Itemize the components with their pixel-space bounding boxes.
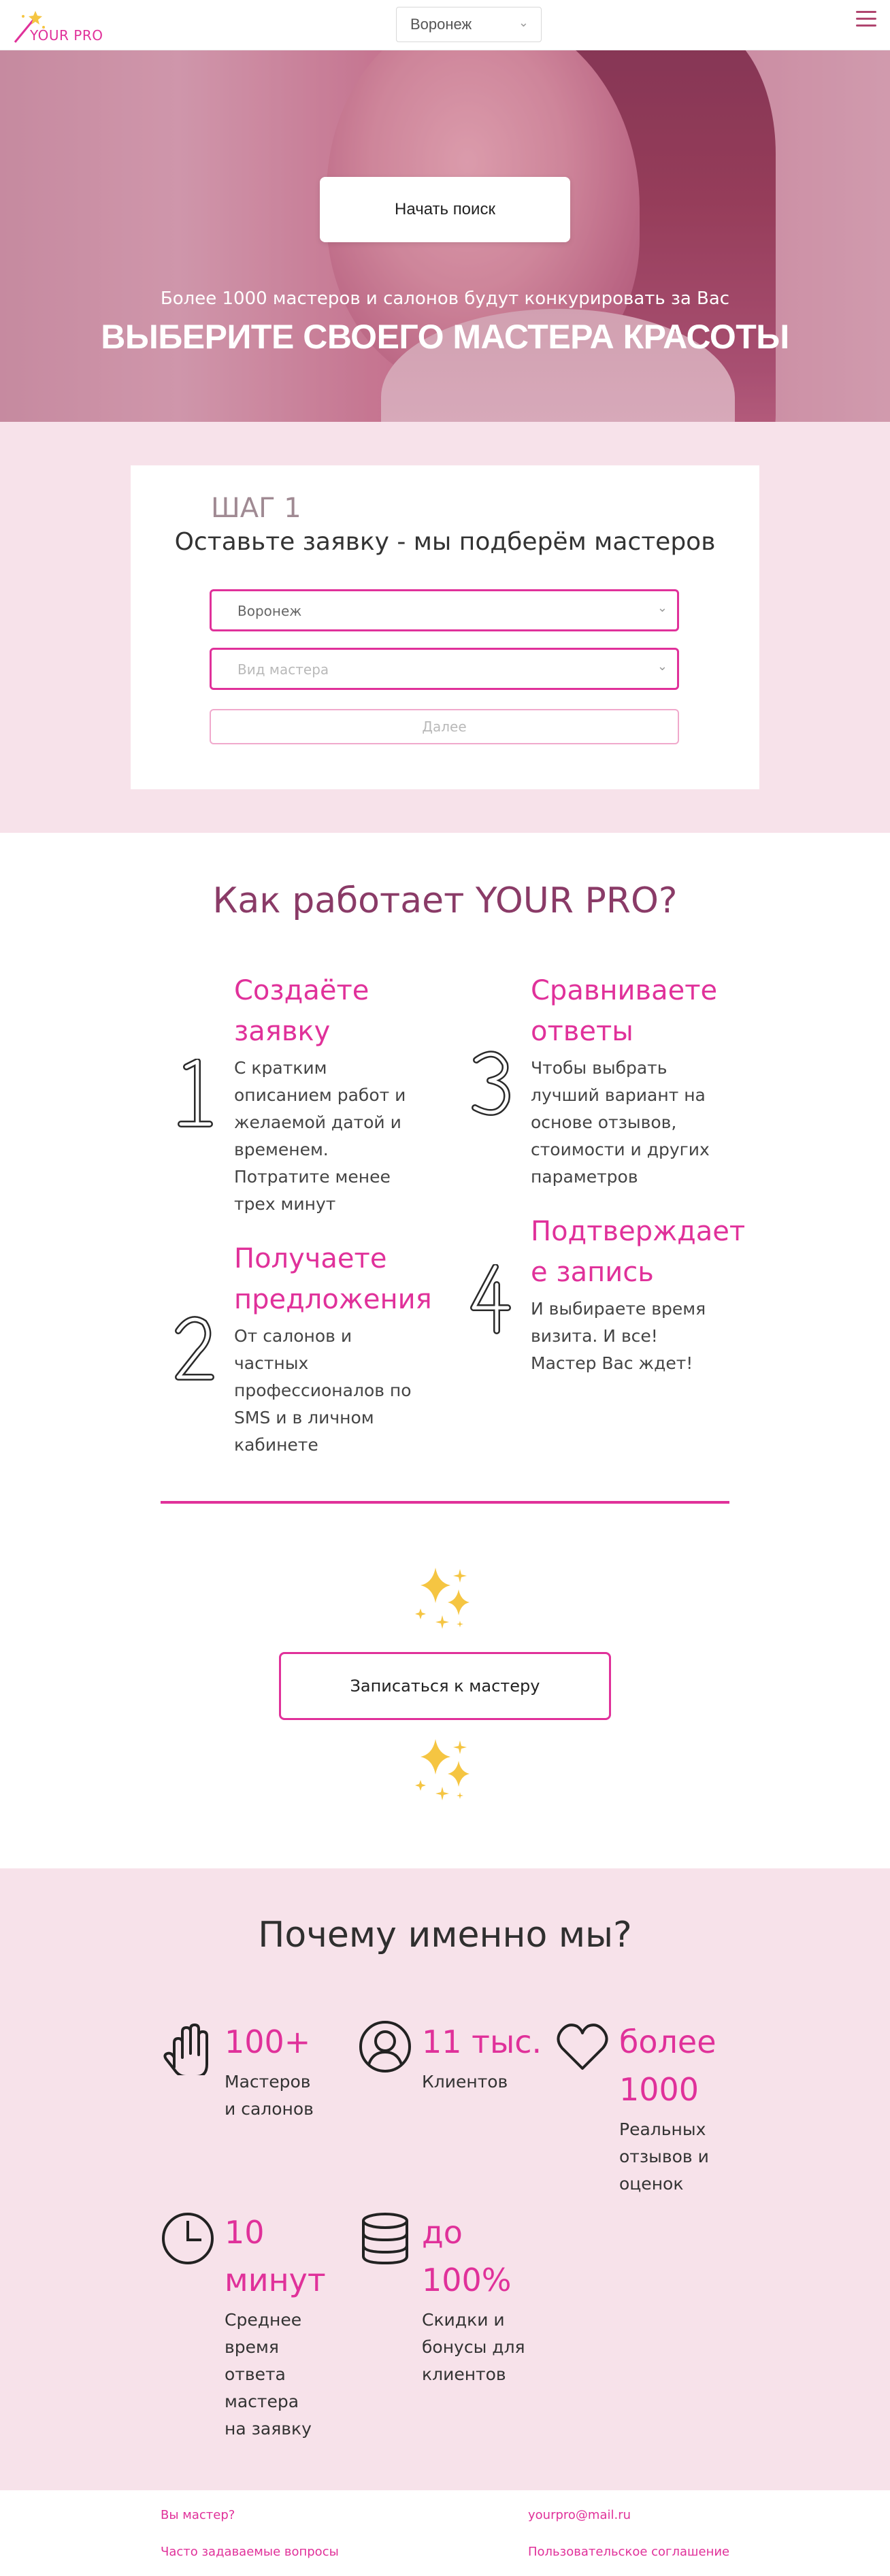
stat-description-line: время — [225, 2337, 279, 2357]
step-heading-4 — [531, 1211, 745, 1293]
stat-value — [225, 2209, 326, 2304]
site-footer — [0, 2490, 890, 2576]
step-heading: Оставьте заявку - мы подберём мастеров — [174, 528, 716, 556]
step-description-line: визита. И все! — [531, 1326, 658, 1346]
step-description-line: От салонов и — [234, 1326, 352, 1346]
stat-description-line: мастера — [225, 2392, 299, 2411]
stat-value-line: минут — [225, 2262, 326, 2298]
step-heading-line: заявку — [234, 1016, 331, 1047]
stat-description — [422, 2068, 508, 2096]
chevron-down-icon: ⌄ — [518, 16, 529, 29]
step-heading-line: Сравниваете — [531, 975, 718, 1006]
step-number-4-icon — [468, 1264, 513, 1338]
master-type-field[interactable] — [210, 648, 679, 690]
step-description-line: И выбираете время — [531, 1299, 706, 1319]
step-heading-line: Получаете — [234, 1243, 387, 1274]
stat-description — [422, 2307, 525, 2388]
stat-value-line: до — [422, 2214, 463, 2251]
step-description-4 — [531, 1295, 706, 1377]
stat-value — [619, 2018, 716, 2113]
stat-description-line: и салонов — [225, 2099, 314, 2119]
step-number-3-icon — [468, 1049, 513, 1123]
city-field[interactable] — [210, 589, 679, 631]
stat-description-line: оценок — [619, 2174, 684, 2194]
for-masters-link[interactable]: Вы мастер? — [161, 2508, 235, 2522]
city-select-value: Воронеж — [410, 16, 472, 33]
stat-value-line: 100% — [422, 2262, 512, 2298]
sparkles-icon — [411, 1735, 479, 1810]
sparkles-icon — [411, 1564, 479, 1638]
why-us-title: Почему именно мы? — [258, 1915, 632, 1955]
step-heading-line: Подтверждает — [531, 1216, 746, 1247]
step-heading-line: ответы — [531, 1016, 633, 1047]
heart-icon — [555, 2019, 610, 2075]
step-description-line: описанием работ и — [234, 1085, 406, 1105]
stat-description-line: Среднее — [225, 2310, 302, 2330]
how-it-works-title: Как работает YOUR PRO? — [212, 880, 678, 921]
menu-icon[interactable] — [856, 11, 876, 29]
hand-icon — [161, 2019, 215, 2075]
step-number-2-icon — [171, 1313, 216, 1387]
step-heading-1 — [234, 970, 369, 1052]
stat-value-line: 10 — [225, 2214, 265, 2251]
step-description-1 — [234, 1055, 406, 1218]
step-description-line: параметров — [531, 1167, 638, 1187]
step-description-line: кабинете — [234, 1435, 318, 1455]
step-description-line: желаемой датой и — [234, 1112, 401, 1132]
stat-value — [422, 2018, 542, 2066]
step-description-line: трех минут — [234, 1194, 336, 1214]
step-heading-3 — [531, 970, 717, 1052]
stat-value-line: 11 тыс. — [422, 2024, 542, 2060]
step-heading-line: е запись — [531, 1257, 654, 1288]
step-description-line: профессионалов по — [234, 1381, 412, 1400]
stat-description-line: Мастеров — [225, 2072, 311, 2092]
chevron-down-icon: ⌄ — [657, 659, 668, 674]
step-heading-line: предложения — [234, 1284, 432, 1315]
step-description-line: лучший вариант на — [531, 1085, 706, 1105]
stat-description — [225, 2068, 314, 2123]
step-description-2 — [234, 1323, 412, 1459]
stat-value-line: более — [619, 2024, 716, 2060]
step-description-line: основе отзывов, — [531, 1112, 677, 1132]
step-description-line: Мастер Вас ждет! — [531, 1353, 693, 1373]
stat-description-line: на заявку — [225, 2419, 312, 2439]
logo[interactable] — [10, 7, 105, 45]
stat-value — [422, 2209, 512, 2304]
step-description-3 — [531, 1055, 710, 1191]
faq-link[interactable]: Часто задаваемые вопросы — [161, 2545, 339, 2559]
step-description-line: SMS и в личном — [234, 1408, 374, 1427]
stat-description-line: Клиентов — [422, 2072, 508, 2092]
stat-description-line: Реальных — [619, 2119, 706, 2139]
step-description-line: временем. — [234, 1140, 329, 1159]
user-icon — [358, 2019, 412, 2075]
start-search-button[interactable]: Начать поиск — [320, 177, 570, 242]
stat-description-line: отзывов и — [619, 2147, 709, 2166]
stat-value — [225, 2018, 310, 2066]
coins-icon — [358, 2211, 412, 2267]
city-select[interactable] — [396, 7, 542, 42]
hero-banner — [0, 50, 890, 422]
step-description-line: С кратким — [234, 1058, 327, 1078]
logo-text: YOUR PRO — [30, 27, 103, 44]
stat-description — [225, 2307, 312, 2443]
step-description-line: Потратите менее — [234, 1167, 391, 1187]
stat-description-line: бонусы для — [422, 2337, 525, 2357]
email-link[interactable]: yourpro@mail.ru — [528, 2508, 631, 2522]
section-divider — [161, 1501, 729, 1504]
chevron-down-icon: ⌄ — [657, 601, 668, 615]
step-description-line: Чтобы выбрать — [531, 1058, 668, 1078]
agreement-link[interactable]: Пользовательское соглашение — [528, 2545, 730, 2559]
stat-value-line: 100+ — [225, 2024, 311, 2060]
master-type-placeholder: Вид мастера — [237, 661, 329, 678]
stat-description-line: Скидки и — [422, 2310, 505, 2330]
why-us-section — [0, 1868, 890, 2490]
clock-icon — [161, 2211, 215, 2267]
hero-subtitle: Более 1000 мастеров и салонов будут конкурировать за Вас — [160, 288, 730, 309]
hero-title: ВЫБЕРИТЕ СВОЕГО МАСТЕРА КРАСОТЫ — [101, 318, 789, 356]
step-description-line: стоимости и других — [531, 1140, 710, 1159]
stat-description — [619, 2116, 709, 2198]
city-field-value: Воронеж — [237, 603, 302, 619]
site-header — [0, 0, 890, 50]
next-button[interactable]: Далее — [210, 709, 679, 744]
step-number-1-icon — [171, 1059, 216, 1132]
request-section — [0, 422, 890, 833]
step-description-line: частных — [234, 1353, 309, 1373]
step-label: ШАГ 1 — [211, 493, 301, 524]
stat-description-line: клиентов — [422, 2364, 506, 2384]
step-heading-line: Создаёте — [234, 975, 369, 1006]
request-form — [131, 465, 759, 789]
step-heading-2 — [234, 1238, 432, 1320]
book-master-button[interactable]: Записаться к мастеру — [279, 1652, 611, 1720]
stat-description-line: ответа — [225, 2364, 286, 2384]
stat-value-line: 1000 — [619, 2071, 699, 2108]
